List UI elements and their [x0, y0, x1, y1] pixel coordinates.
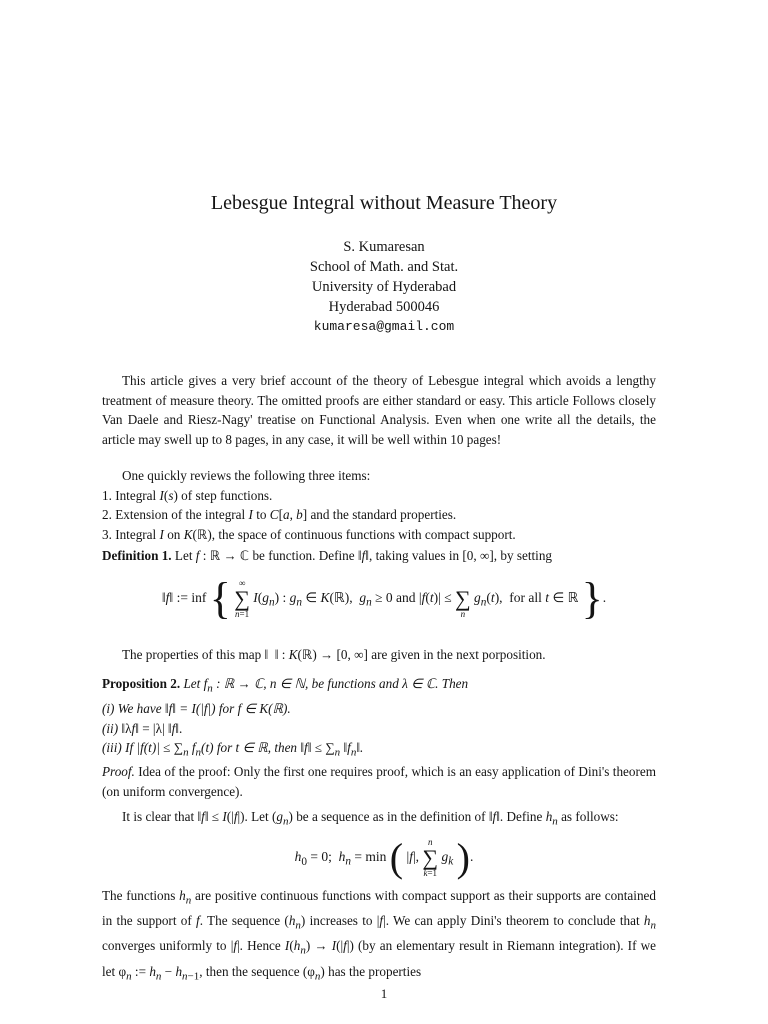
paper-title: Lebesgue Integral without Measure Theory	[210, 192, 558, 214]
definition-after: The properties of this map ‖ ‖ : K(ℝ) → [0, ∞] are given in the next porposition.	[122, 647, 546, 662]
definition-label: Definition 1.	[102, 548, 172, 563]
review-item-2: 2. Extension of the integral I to C[a, b] and the standard properties.	[102, 507, 457, 523]
review-item-3: 3. Integral I on K(ℝ), the space of continuous functions with compact support.	[102, 526, 516, 542]
author-block	[0, 237, 768, 337]
author-dept: School of Math. and Stat.	[309, 259, 459, 275]
proof-paragraph-1: Proof. Idea of the proof: Only the first one requires proof, which is an easy application of Dini's theorem (on uniform convergence).	[102, 764, 656, 799]
author-email[interactable]: kumaresa@gmail.com	[313, 319, 455, 334]
right-paren: )	[456, 835, 470, 880]
review-item-1: 1. Integral I(s) of step functions.	[102, 487, 273, 503]
proof-paragraph-2: It is clear that ‖f‖ ≤ I(|f|). Let $(g_n)$ be a sequence as in the definition of ‖f‖. Define $h_n$ as follows:	[122, 809, 619, 828]
abstract-paragraph: This article gives a very brief account of the theory of Lebesgue integral which avoids a lengthy treatment of measure theory. The omitted proofs are either standard or easy. This article Follows closely Van Daele and Riesz-Nagy' treatise on Functional Analysis. Even when one write all the details, the article may swell up to 8 pages, in any case, it will be well within 10 pages!	[102, 373, 656, 447]
review-intro: One quickly reviews the following three items:	[122, 468, 371, 483]
review-list	[102, 466, 656, 544]
left-paren: (	[389, 835, 404, 880]
page-number: 1	[380, 986, 388, 1001]
proof-paragraph-3: The functions $h_n$ are positive continuous functions with compact support as their supports are contained in the support of f. The sequence $(h_n)$ increases to |f|. We can apply Dini's theorem to conclude that $h_n$ converges uniformly to |f|. Hence $I(h_n) \to I(|f|)$ (by an elementary result in Riemann integration). If we let $\varphi_n$ := $h_n - h_{n-1}$, then the sequence $(\varphi_n)$ has the properties	[102, 888, 656, 983]
definition-1: Definition 1. Let f : ℝ → ℂ be function. Define ‖f‖, taking values in [0, ∞], by setting	[102, 548, 553, 563]
proposition-item-i: (i) We have ‖f‖ = I(|f|) for f ∈ K(ℝ).	[102, 701, 291, 717]
left-brace: {	[209, 574, 231, 623]
author-univ: University of Hyderabad	[311, 279, 457, 295]
proposition-item-ii: (ii) ‖λf‖ = |λ| ‖f‖.	[102, 720, 183, 736]
proof-label: Proof.	[102, 764, 135, 779]
sum-symbol: ∞ ∑ n=1	[234, 578, 250, 619]
author-name: S. Kumaresan	[343, 239, 425, 255]
proposition-label: Proposition 2.	[102, 676, 181, 691]
definition-equation: ‖f‖ := inf { ∞ ∑ n=1 $I(g_n)$ : $g_n$ ∈ K(ℝ), $g_n \ge 0$ and |f(t)| ≤ ∑ n $g_n(t)$, for all t ∈ ℝ }.	[161, 574, 607, 623]
sum-symbol-3: n ∑ k=1	[422, 837, 439, 878]
right-brace: }	[581, 574, 603, 623]
hn-equation: $h_0 = 0$; $h_n = \min$ ( |f|, n ∑ k=1 $g_k$ ).	[294, 835, 474, 880]
proposition-2: Proposition 2. Let $f_n$ : ℝ → ℂ, n ∈ ℕ, be functions and λ ∈ ℂ. Then (i) We have ‖f‖ = I(|f|) for f ∈ K(ℝ). (ii) ‖λf‖ = |λ| ‖f‖. (iii) If $|f(t)| \le \sum_n$ $f_n(t)$ for t ∈ ℝ, then ‖f‖ ≤ $\sum_n$ $‖f_n‖$.	[102, 674, 656, 764]
sum-symbol-2: ∑ n	[454, 586, 471, 619]
proposition-item-iii: (iii) If $|f(t)| \le \sum_n$ $f_n(t)$ for t ∈ ℝ, then ‖f‖ ≤ $\sum_n$ $‖f_n‖$.	[102, 740, 364, 760]
author-city: Hyderabad 500046	[328, 299, 440, 315]
